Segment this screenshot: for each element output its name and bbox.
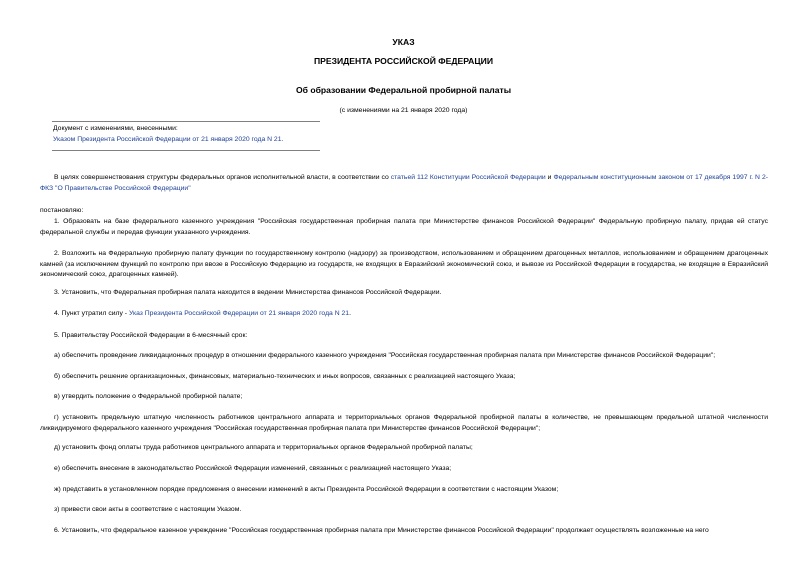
paragraph-4-end: .: [349, 310, 351, 317]
preamble-text-before: В целях совершенствования структуры федеральных органов исполнительной власти, в соответствии со: [54, 174, 391, 181]
paragraph-5c: в) утвердить положение о Федеральной пробирной палате;: [54, 393, 243, 400]
preamble-text-middle: и: [545, 174, 554, 181]
revision-note: (с изменениями на 21 января 2020 года): [339, 107, 468, 114]
paragraph-4: [40, 309, 768, 320]
paragraph-5h: з) привести свои акты в соответствие с настоящим Указом.: [54, 506, 242, 513]
changes-link[interactable]: Указом Президента Российской Федерации от 21 января 2020 года N 21.: [53, 136, 284, 143]
bottom-divider: [52, 150, 320, 151]
preamble-paragraph: [40, 173, 768, 194]
constitution-link[interactable]: статьей 112 Конституции Российской Федерации: [390, 174, 546, 181]
paragraph-2: 2. Возложить на Федеральную пробирную палату функции по государственному контролю (надзору) за производством, использованием и обращением драгоценных металлов, использованием и обращением драгоценных камней (за исключением функций по контролю при ввозе в Российскую Федерацию из государств, не входящих в Евразийский экономический союз, и вывозе из Российской Федерации в государства, не входящие в Евразийский экономический союз, драгоценных камней).: [40, 250, 768, 278]
paragraph-5f: е) обеспечить внесение в законодательство Российской Федерации изменений, связанных с реализацией настоящего Указа;: [54, 465, 452, 472]
paragraph-5d: г) установить предельную штатную численность работников центрального аппарата и территориальных органов Федеральной пробирной палаты в количестве, не превышающем предельной штатной численности ликвидируемого федерального казенного учреждения "Российская государственная пробирная палата при Министерстве финансов Российской Федерации";: [40, 414, 768, 432]
paragraph-5g: ж) представить в установленном порядке предложения о внесении изменений в акты Президента Российской Федерации в соответствии с настоящим Указом;: [54, 486, 559, 493]
paragraph-1: 1. Образовать на базе федерального казенного учреждения "Российская государственная пробирная палата при Министерстве финансов Российской Федерации" Федеральную пробирную палату, придав ей статус федеральной службы и передав функции указанного учреждения.: [40, 218, 768, 236]
decree-heading: УКАЗ: [392, 37, 415, 47]
paragraph-5: 5. Правительству Российской Федерации в 6-месячный срок:: [54, 332, 248, 339]
top-divider: [52, 121, 320, 122]
paragraph-5a: а) обеспечить проведение ликвидационных процедур в отношении федерального казенного учреждения "Российская государственная пробирная палата при Министерстве финансов Российской Федерации";: [54, 352, 716, 359]
decree-word: постановляю:: [40, 207, 84, 214]
paragraph-3: 3. Установить, что Федеральная пробирная палата находится в ведении Министерства финансов Российской Федерации.: [54, 289, 442, 296]
repeal-decree-link[interactable]: Указ Президента Российской Федерации от 21 января 2020 года N 21: [128, 310, 350, 317]
president-heading: ПРЕЗИДЕНТА РОССИЙСКОЙ ФЕДЕРАЦИИ: [313, 56, 494, 66]
paragraph-5b: б) обеспечить решение организационных, финансовых, материально-технических и иных вопросов, связанных с реализацией настоящего Указа;: [54, 373, 516, 380]
document-title: Об образовании Федеральной пробирной палаты: [295, 85, 512, 95]
paragraph-5e: д) установить фонд оплаты труда работников центрального аппарата и территориальных органов Федеральной пробирной палаты;: [54, 444, 473, 451]
constitutional-law-link[interactable]: Федеральным конституционным законом от 17 декабря 1997 г. N 2-ФКЗ "О Правительстве Российской Федерации": [40, 174, 768, 192]
paragraph-4-text: 4. Пункт утратил силу -: [54, 310, 129, 317]
paragraph-6: 6. Установить, что федеральное казенное учреждение "Российская государственная пробирная палата при Министерстве финансов Российской Федерации" продолжает осуществлять возложенные на него: [54, 527, 709, 534]
changes-label: Документ с изменениями, внесенными:: [53, 125, 178, 132]
